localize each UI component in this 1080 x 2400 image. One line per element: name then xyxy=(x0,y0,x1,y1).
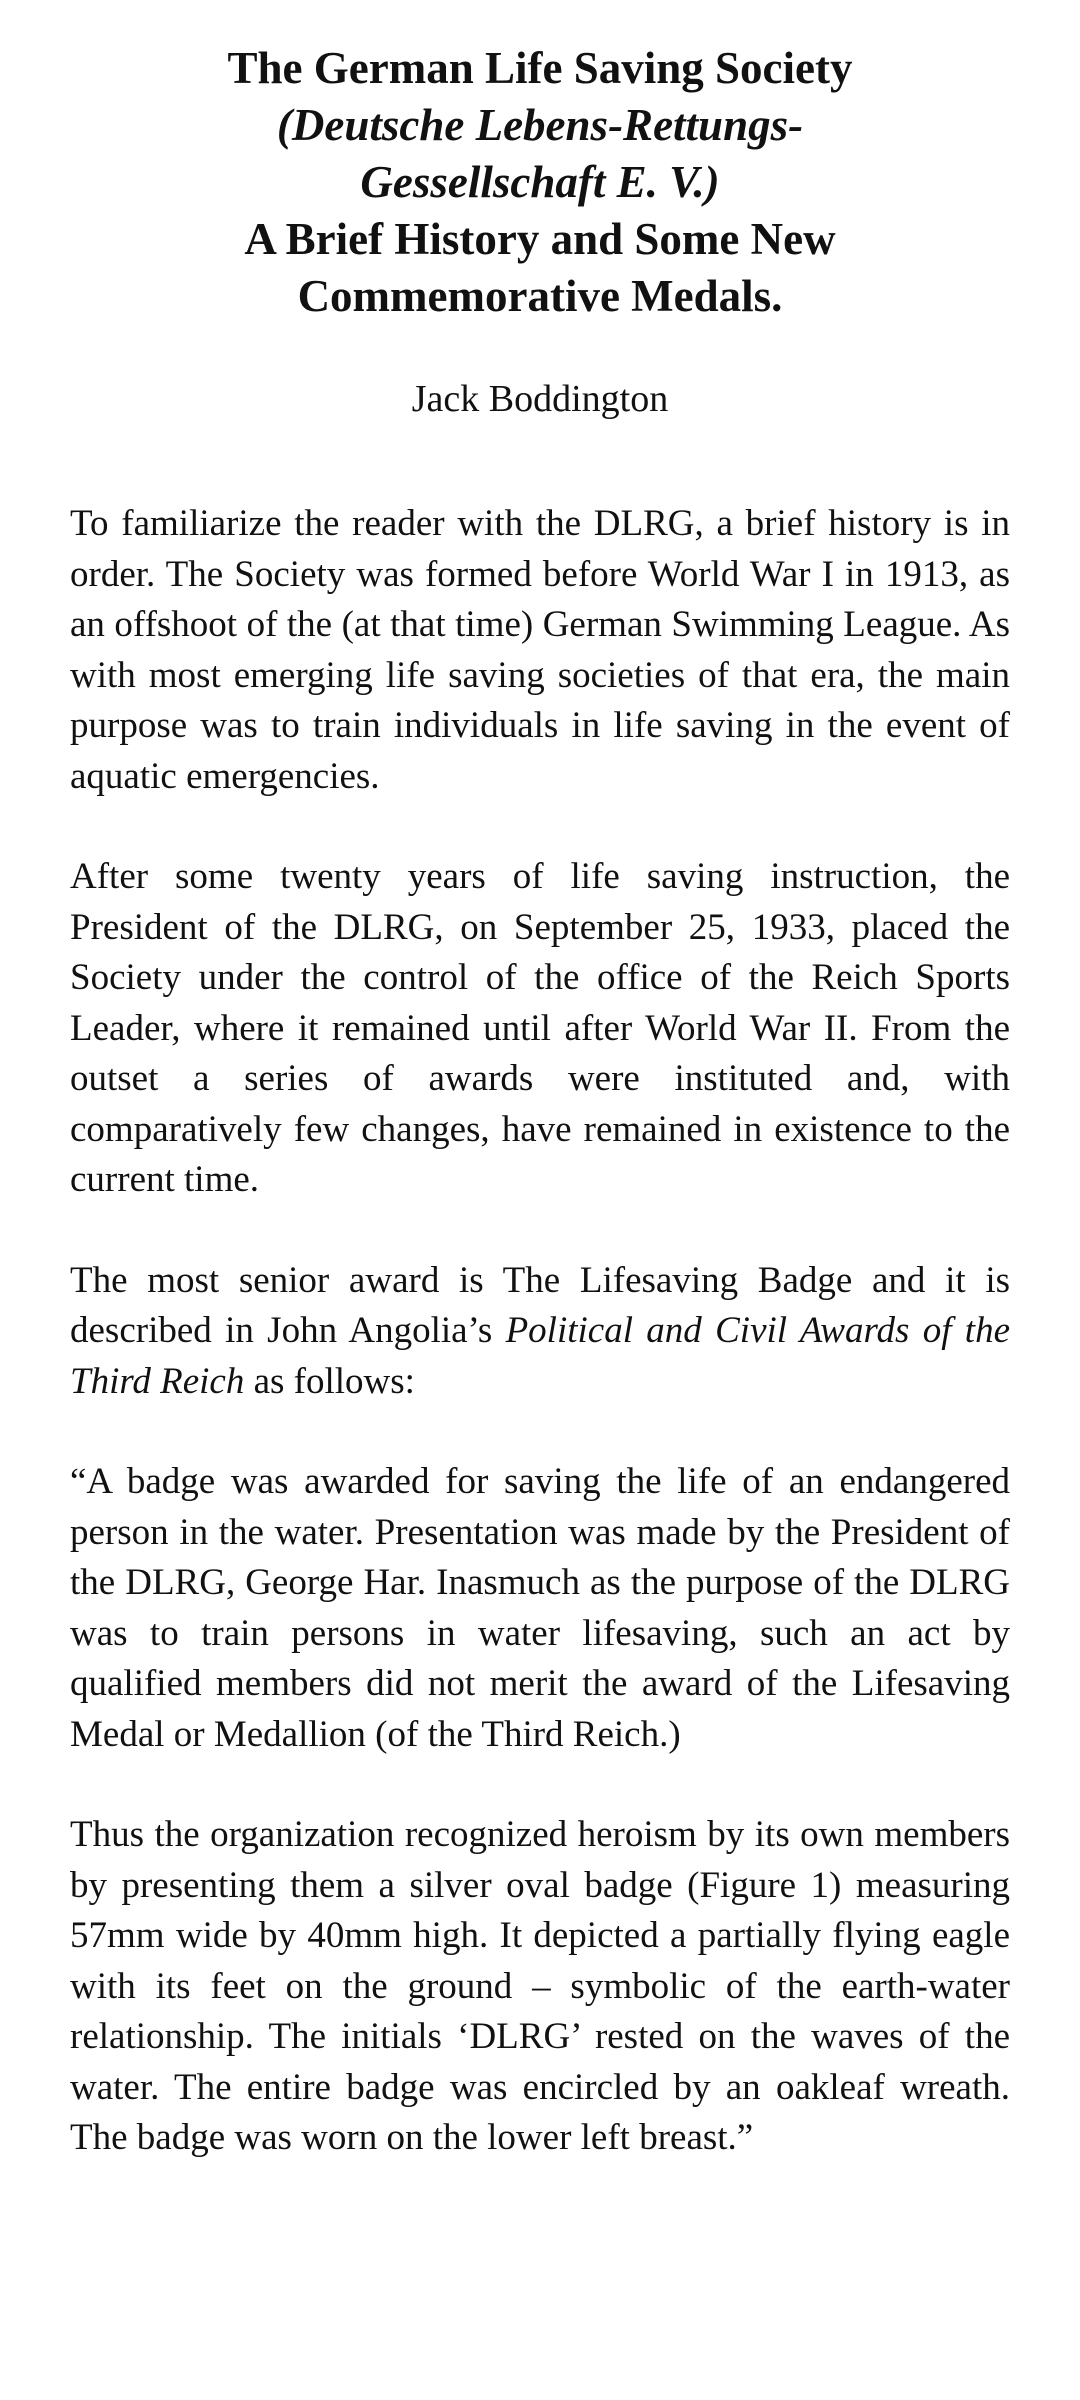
article-author: Jack Boddington xyxy=(411,378,669,420)
book-title-citation: Political and Civil Awards of the Third Reich xyxy=(70,1310,1010,1402)
quote-paragraph: “A badge was awarded for saving the life of an endangered person in the water. Presentation was made by the President of the DLRG, George Har. Inasmuch as the purpose of the DLRG was to train persons in water lifesaving, such an act by qualified members did not merit the award of the Lifesaving Medal or Medallion (of the Third Reich.) xyxy=(70,1461,1010,1755)
title-line-4: A Brief History and Some New xyxy=(244,214,836,264)
paragraph-3 xyxy=(70,1256,1010,1408)
paragraph-5: Thus the organization recognized heroism by its own members by presenting them a silver oval badge (Figure 1) measuring 57mm wide by 40mm high. It depicted a partially flying eagle with its feet on the ground – symbolic of the earth-water relationship. The initials ‘DLRG’ rested on the waves of the water. The entire badge was encircled by an oakleaf wreath. The badge was worn on the lower left breast.” xyxy=(70,1814,1010,2158)
title-line-1: The German Life Saving Society xyxy=(227,43,853,93)
article-title xyxy=(70,40,1010,325)
title-line-3: Gessellschaft E. V.) xyxy=(360,157,720,207)
paragraph-2: After some twenty years of life saving instruction, the President of the DLRG, on September 25, 1933, placed the Society under the control of the office of the Reich Sports Leader, where it remained until after World War II. From the outset a series of awards were instituted and, with comparatively few changes, have remained in existence to the current time. xyxy=(70,856,1010,1200)
paragraph-3-text-before: The most senior award is The Lifesaving Badge and it is described in John Angolia’s xyxy=(70,1259,1010,1351)
title-line-5: Commemorative Medals. xyxy=(297,271,783,321)
paragraph-1: To familiarize the reader with the DLRG, a brief history is in order. The Society was formed before World War I in 1913, as an offshoot of the (at that time) German Swimming League. As with most emerging life saving societies of that era, the main purpose was to train individuals in life saving in the event of aquatic emergencies. xyxy=(70,503,1010,797)
paragraph-3-text-after: as follows: xyxy=(244,1360,415,1402)
title-line-2: (Deutsche Lebens-Rettungs- xyxy=(276,100,804,150)
